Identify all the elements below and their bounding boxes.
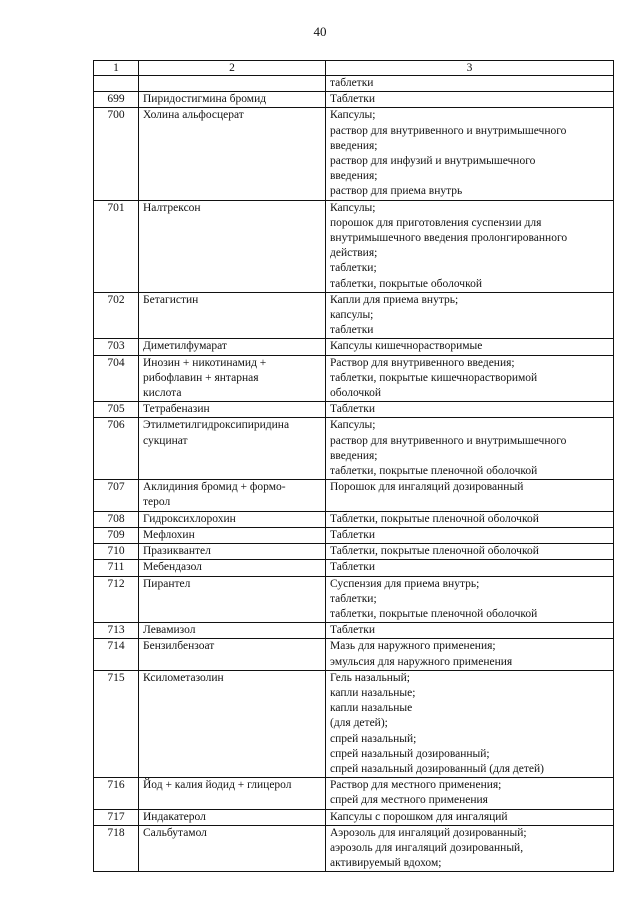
drug-name-cell bbox=[139, 511, 326, 527]
dosage-form-line: капсулы; bbox=[330, 309, 374, 322]
table-row bbox=[94, 527, 614, 543]
dosage-form-line: раствор для инфузий и внутримышечного bbox=[330, 155, 536, 168]
row-number: 705 bbox=[94, 402, 139, 418]
row-number: 703 bbox=[94, 339, 139, 355]
dosage-form-line: таблетки, покрытые пленочной оболочкой bbox=[330, 607, 538, 620]
dosage-form-line: Суспензия для приема внутрь; bbox=[330, 577, 480, 590]
dosage-form-line: таблетки; bbox=[330, 592, 377, 605]
dosage-forms-cell bbox=[326, 560, 614, 576]
dosage-form-line: Раствор для внутривенного введения; bbox=[330, 356, 515, 369]
drug-name-line: Холина альфосцерат bbox=[143, 109, 244, 122]
drug-name-line: Аклидиния бромид + формо- bbox=[143, 481, 286, 494]
dosage-form-line: Таблетки bbox=[330, 561, 376, 574]
drug-name-cell bbox=[139, 200, 326, 292]
dosage-form-line: оболочкой bbox=[330, 387, 382, 400]
dosage-form-line: спрей для местного применения bbox=[330, 794, 488, 807]
dosage-forms-cell bbox=[326, 480, 614, 511]
dosage-form-line: аэрозоль для ингаляций дозированный, bbox=[330, 841, 524, 854]
dosage-form-line: Капсулы кишечнорастворимые bbox=[330, 340, 483, 353]
dosage-forms-cell bbox=[326, 825, 614, 872]
drug-name-cell bbox=[139, 76, 326, 92]
dosage-form-line: введения; bbox=[330, 139, 378, 152]
dosage-form-line: Порошок для ингаляций дозированный bbox=[330, 481, 524, 494]
table-row bbox=[94, 809, 614, 825]
drug-name-line: Пиридостигмина бромид bbox=[143, 93, 267, 106]
drug-table bbox=[93, 60, 614, 872]
dosage-form-line: действия; bbox=[330, 247, 378, 260]
dosage-forms-cell bbox=[326, 778, 614, 809]
drug-name-line: Тетрабеназин bbox=[143, 403, 210, 416]
table-row bbox=[94, 292, 614, 339]
row-number: 710 bbox=[94, 544, 139, 560]
dosage-forms-cell bbox=[326, 76, 614, 92]
dosage-form-line: активируемый вдохом; bbox=[330, 857, 442, 870]
dosage-forms-cell bbox=[326, 670, 614, 777]
drug-name-line: Налтрексон bbox=[143, 201, 201, 214]
dosage-form-line: раствор для приема внутрь bbox=[330, 185, 463, 198]
table-row bbox=[94, 480, 614, 511]
header-row bbox=[94, 61, 614, 76]
dosage-form-line: таблетки, покрытые оболочкой bbox=[330, 277, 482, 290]
drug-name-line: Индакатерол bbox=[143, 810, 206, 823]
table-row bbox=[94, 623, 614, 639]
table-row bbox=[94, 200, 614, 292]
row-number: 716 bbox=[94, 778, 139, 809]
dosage-form-line: спрей назальный дозированный (для детей) bbox=[330, 762, 544, 775]
dosage-forms-cell bbox=[326, 108, 614, 200]
dosage-form-line: Раствор для местного применения; bbox=[330, 779, 502, 792]
row-number: 701 bbox=[94, 200, 139, 292]
row-number: 711 bbox=[94, 560, 139, 576]
dosage-form-line: эмульсия для наружного применения bbox=[330, 655, 513, 668]
drug-name-line: Йод + калия йодид + глицерол bbox=[143, 779, 292, 792]
table-row bbox=[94, 576, 614, 623]
drug-name-cell bbox=[139, 778, 326, 809]
dosage-form-line: спрей назальный; bbox=[330, 732, 417, 745]
column-header-3: 3 bbox=[326, 61, 614, 76]
dosage-forms-cell bbox=[326, 200, 614, 292]
dosage-forms-cell bbox=[326, 418, 614, 480]
row-number: 713 bbox=[94, 623, 139, 639]
dosage-form-line: раствор для внутривенного и внутримышечного bbox=[330, 434, 567, 447]
drug-name-line: Празиквантел bbox=[143, 545, 211, 558]
row-number: 714 bbox=[94, 639, 139, 670]
dosage-form-line: раствор для внутривенного и внутримышечного bbox=[330, 124, 567, 137]
dosage-form-line: внутримышечного введения пролонгированного bbox=[330, 232, 568, 245]
dosage-form-line: Аэрозоль для ингаляций дозированный; bbox=[330, 826, 527, 839]
drug-name-cell bbox=[139, 576, 326, 623]
dosage-form-line: таблетки, покрытые пленочной оболочкой bbox=[330, 465, 538, 478]
drug-name-cell bbox=[139, 402, 326, 418]
dosage-form-line: Таблетки bbox=[330, 93, 376, 106]
page-number: 40 bbox=[313, 24, 327, 39]
dosage-form-line: Мазь для наружного применения; bbox=[330, 640, 496, 653]
row-number: 706 bbox=[94, 418, 139, 480]
drug-name-cell bbox=[139, 809, 326, 825]
column-header-1: 1 bbox=[94, 61, 139, 76]
row-number: 717 bbox=[94, 809, 139, 825]
column-header-2: 2 bbox=[139, 61, 326, 76]
drug-name-cell bbox=[139, 544, 326, 560]
drug-name-cell bbox=[139, 418, 326, 480]
dosage-forms-cell bbox=[326, 809, 614, 825]
drug-name-cell bbox=[139, 670, 326, 777]
dosage-form-line: Капсулы; bbox=[330, 201, 376, 214]
drug-name-line: Бетагистин bbox=[143, 293, 199, 306]
table-row bbox=[94, 670, 614, 777]
drug-name-line: Ксилометазолин bbox=[143, 671, 224, 684]
table-row bbox=[94, 355, 614, 402]
drug-name-line: Гидроксихлорохин bbox=[143, 512, 236, 525]
dosage-forms-cell bbox=[326, 511, 614, 527]
dosage-form-line: таблетки, покрытые кишечнорастворимой bbox=[330, 371, 538, 384]
row-number bbox=[94, 76, 139, 92]
dosage-form-line: порошок для приготовления суспензии для bbox=[330, 216, 542, 229]
drug-name-line: Мебендазол bbox=[143, 561, 202, 574]
drug-name-line: Инозин + никотинамид + bbox=[143, 356, 267, 369]
drug-name-line: Мефлохин bbox=[143, 528, 195, 541]
dosage-form-line: спрей назальный дозированный; bbox=[330, 747, 490, 760]
dosage-form-line: Таблетки, покрытые пленочной оболочкой bbox=[330, 545, 539, 558]
table-row bbox=[94, 339, 614, 355]
drug-name-line: Сальбутамол bbox=[143, 826, 207, 839]
dosage-forms-cell bbox=[326, 576, 614, 623]
row-number: 709 bbox=[94, 527, 139, 543]
dosage-forms-cell bbox=[326, 339, 614, 355]
drug-name-line: Пирантел bbox=[143, 577, 191, 590]
row-number: 715 bbox=[94, 670, 139, 777]
table-row bbox=[94, 108, 614, 200]
drug-name-line: Бензилбензоат bbox=[143, 640, 215, 653]
dosage-form-line: Капсулы; bbox=[330, 109, 376, 122]
table-row bbox=[94, 511, 614, 527]
table-row bbox=[94, 825, 614, 872]
drug-name-cell bbox=[139, 560, 326, 576]
row-number: 707 bbox=[94, 480, 139, 511]
drug-name-cell bbox=[139, 825, 326, 872]
dosage-forms-cell bbox=[326, 92, 614, 108]
drug-name-cell bbox=[139, 339, 326, 355]
dosage-form-line: (для детей); bbox=[330, 717, 388, 730]
dosage-form-line: Таблетки bbox=[330, 624, 376, 637]
dosage-form-line: Таблетки bbox=[330, 528, 376, 541]
dosage-forms-cell bbox=[326, 623, 614, 639]
dosage-form-line: введения; bbox=[330, 170, 378, 183]
dosage-forms-cell bbox=[326, 355, 614, 402]
dosage-form-line: Капсулы с порошком для ингаляций bbox=[330, 810, 508, 823]
dosage-form-line: капли назальные; bbox=[330, 686, 416, 699]
drug-name-cell bbox=[139, 92, 326, 108]
table-row bbox=[94, 778, 614, 809]
drug-table-body bbox=[94, 61, 614, 872]
dosage-form-line: введения; bbox=[330, 449, 378, 462]
table-row bbox=[94, 402, 614, 418]
dosage-forms-cell bbox=[326, 544, 614, 560]
dosage-forms-cell bbox=[326, 527, 614, 543]
dosage-form-line: Таблетки, покрытые пленочной оболочкой bbox=[330, 512, 539, 525]
row-number: 718 bbox=[94, 825, 139, 872]
dosage-forms-cell bbox=[326, 402, 614, 418]
table-row bbox=[94, 639, 614, 670]
dosage-forms-cell bbox=[326, 639, 614, 670]
drug-name-cell bbox=[139, 108, 326, 200]
row-number: 708 bbox=[94, 511, 139, 527]
drug-name-line: рибофлавин + янтарная bbox=[143, 371, 259, 384]
table-row bbox=[94, 544, 614, 560]
row-number: 712 bbox=[94, 576, 139, 623]
dosage-form-line: таблетки bbox=[330, 77, 374, 89]
dosage-form-line: Таблетки bbox=[330, 403, 376, 416]
dosage-form-line: Капли для приема внутрь; bbox=[330, 293, 459, 306]
table-row bbox=[94, 418, 614, 480]
drug-name-line: Диметилфумарат bbox=[143, 340, 227, 353]
drug-name-line: Этилметилгидроксипиридина bbox=[143, 419, 290, 432]
row-number: 700 bbox=[94, 108, 139, 200]
table-row bbox=[94, 92, 614, 108]
table-row bbox=[94, 560, 614, 576]
drug-name-line: кислота bbox=[143, 387, 182, 400]
drug-name-cell bbox=[139, 292, 326, 339]
dosage-form-line: капли назальные bbox=[330, 702, 413, 715]
drug-name-line: сукцинат bbox=[143, 434, 188, 447]
drug-name-cell bbox=[139, 480, 326, 511]
drug-name-cell bbox=[139, 639, 326, 670]
drug-name-cell bbox=[139, 355, 326, 402]
drug-name-cell bbox=[139, 623, 326, 639]
drug-name-line: Левамизол bbox=[143, 624, 196, 637]
row-number: 702 bbox=[94, 292, 139, 339]
drug-name-line: терол bbox=[143, 496, 171, 509]
row-number: 704 bbox=[94, 355, 139, 402]
dosage-form-line: Гель назальный; bbox=[330, 671, 410, 684]
dosage-form-line: таблетки; bbox=[330, 262, 377, 275]
row-number: 699 bbox=[94, 92, 139, 108]
dosage-form-line: Капсулы; bbox=[330, 419, 376, 432]
table-row bbox=[94, 76, 614, 92]
dosage-forms-cell bbox=[326, 292, 614, 339]
drug-name-cell bbox=[139, 527, 326, 543]
dosage-form-line: таблетки bbox=[330, 324, 374, 337]
